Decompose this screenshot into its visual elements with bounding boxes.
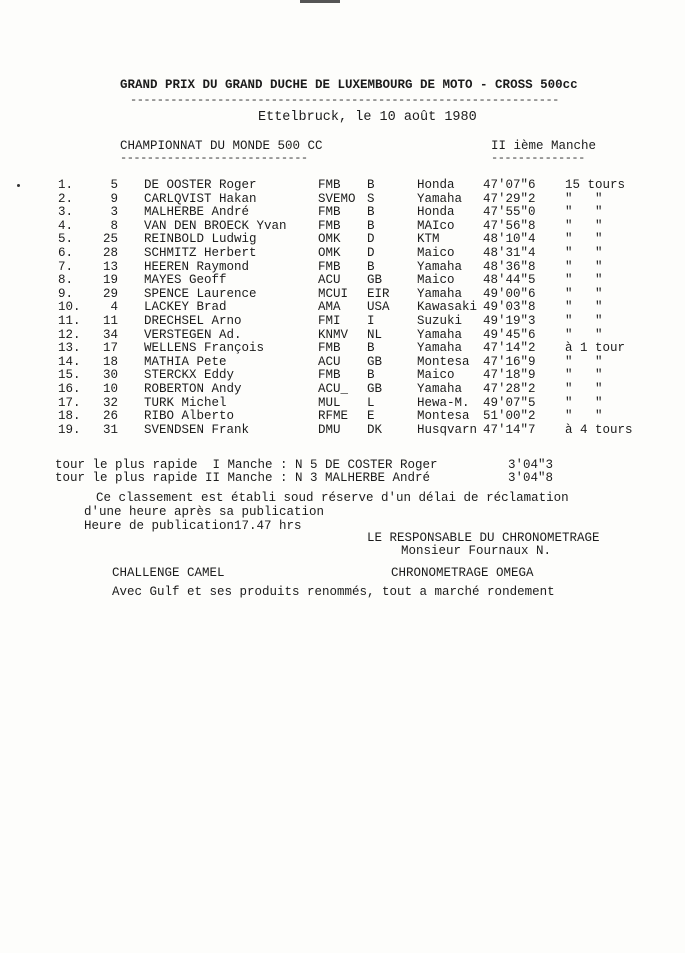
result-make: Yamaha — [417, 286, 463, 301]
fastest-lap-2-text: tour le plus rapide II Manche : N 3 MALHERBE André — [55, 471, 431, 485]
fastest-lap-1-text: tour le plus rapide I Manche : N 5 DE COSTER Roger — [55, 458, 438, 472]
result-rider: MAYES Geoff — [144, 273, 227, 288]
result-country: USA — [367, 300, 390, 315]
result-rider: SCHMITZ Herbert — [144, 246, 257, 260]
result-number: 3 — [110, 205, 118, 220]
result-number: 4 — [110, 300, 118, 315]
result-position: 6. — [58, 246, 74, 260]
result-make: Maico — [417, 273, 455, 288]
result-rider: STERCKX Eddy — [144, 368, 235, 383]
result-row — [0, 205, 685, 219]
result-row — [0, 341, 685, 355]
slogan: Avec Gulf et ses produits renommés, tout a marché rondement — [112, 585, 555, 599]
championship-title: CHAMPIONNAT DU MONDE 500 CC — [120, 139, 323, 153]
result-position: 10. — [58, 300, 81, 315]
result-make: Husqvarn — [417, 422, 478, 437]
result-note: " " — [565, 382, 603, 396]
result-make: Hewa-M. — [417, 395, 470, 410]
result-position: 19. — [58, 422, 81, 437]
result-make: Suzuki — [417, 314, 463, 328]
fastest-lap-1-time: 3'04"3 — [508, 458, 554, 472]
result-number: 25 — [102, 232, 118, 247]
result-rider: TURK Michel — [144, 395, 227, 410]
result-number: 30 — [102, 368, 118, 383]
result-country: D — [367, 246, 375, 260]
result-make: Montesa — [417, 409, 470, 424]
result-note: " " — [565, 218, 603, 233]
result-position: 14. — [58, 354, 81, 369]
result-number: 32 — [102, 395, 118, 410]
signature-title: LE RESPONSABLE DU CHRONOMETRAGE — [367, 531, 600, 545]
result-rider: CARLQVIST Hakan — [144, 191, 257, 206]
result-row — [0, 355, 685, 369]
result-country: B — [367, 178, 375, 192]
result-country: GB — [367, 273, 383, 288]
result-time: 47'18"9 — [483, 368, 536, 383]
result-number: 9 — [110, 191, 118, 206]
result-row — [0, 219, 685, 233]
result-time: 47'07"6 — [483, 178, 536, 192]
result-row — [0, 300, 685, 314]
result-note: " " — [565, 259, 603, 274]
result-number: 19 — [102, 273, 118, 288]
result-country: DK — [367, 422, 383, 437]
result-country: S — [367, 191, 375, 206]
result-federation: FMB — [318, 259, 341, 274]
result-federation: DMU — [318, 422, 341, 437]
result-make: Honda — [417, 205, 455, 220]
scan-mark — [300, 0, 340, 3]
result-row — [0, 396, 685, 410]
result-make: KTM — [417, 232, 440, 247]
result-row — [0, 260, 685, 274]
result-note: " " — [565, 205, 603, 220]
result-time: 48'44"5 — [483, 273, 536, 288]
result-country: E — [367, 409, 375, 424]
result-make: Honda — [417, 178, 455, 192]
result-note: " " — [565, 409, 603, 424]
result-rider: VERSTEGEN Ad. — [144, 327, 242, 342]
result-rider: HEEREN Raymond — [144, 259, 250, 274]
result-make: Yamaha — [417, 259, 463, 274]
result-rider: MALHERBE André — [144, 205, 250, 220]
result-time: 48'36"8 — [483, 259, 536, 274]
result-note: " " — [565, 395, 603, 410]
result-time: 49'03"8 — [483, 300, 536, 315]
result-row — [0, 423, 685, 437]
timing-label: CHRONOMETRAGE OMEGA — [391, 566, 534, 580]
result-federation: AMA — [318, 300, 341, 315]
result-federation: MUL — [318, 395, 341, 410]
result-row — [0, 287, 685, 301]
result-federation: MCUI — [318, 286, 349, 301]
result-country: L — [367, 395, 375, 410]
result-note: " " — [565, 368, 603, 383]
result-federation: FMB — [318, 205, 341, 220]
place-date: Ettelbruck, le 10 août 1980 — [258, 110, 477, 125]
result-country: EIR — [367, 286, 390, 301]
result-number: 17 — [102, 341, 118, 356]
result-position: 15. — [58, 368, 81, 383]
result-position: 5. — [58, 232, 74, 247]
result-rider: MATHIA Pete — [144, 354, 227, 369]
fastest-lap-1 — [55, 458, 438, 472]
result-position: 16. — [58, 382, 81, 396]
result-make: Yamaha — [417, 191, 463, 206]
result-number: 28 — [102, 246, 118, 260]
result-country: GB — [367, 354, 383, 369]
result-note: " " — [565, 191, 603, 206]
result-federation: RFME — [318, 409, 349, 424]
fastest-lap-2 — [55, 471, 430, 485]
result-rider: REINBOLD Ludwig — [144, 232, 257, 247]
result-time: 47'56"8 — [483, 218, 536, 233]
result-make: Maico — [417, 368, 455, 383]
result-row — [0, 368, 685, 382]
result-country: B — [367, 259, 375, 274]
result-note: 15 tours — [565, 178, 626, 192]
result-position: 4. — [58, 218, 74, 233]
result-make: Yamaha — [417, 327, 463, 342]
result-country: NL — [367, 327, 383, 342]
result-federation: FMI — [318, 314, 341, 328]
result-position: 9. — [58, 286, 74, 301]
championship-underline: ---------------------------- — [120, 151, 308, 165]
result-position: 11. — [58, 314, 81, 328]
result-rider: VAN DEN BROECK Yvan — [144, 218, 287, 233]
result-row — [0, 382, 685, 396]
result-row — [0, 328, 685, 342]
result-number: 5 — [110, 178, 118, 192]
result-time: 47'16"9 — [483, 354, 536, 369]
result-position: 7. — [58, 259, 74, 274]
challenge-label: CHALLENGE CAMEL — [112, 566, 225, 580]
result-rider: DE OOSTER Roger — [144, 178, 257, 192]
result-row — [0, 192, 685, 206]
result-note: " " — [565, 232, 603, 247]
result-number: 29 — [102, 286, 118, 301]
result-number: 34 — [102, 327, 118, 342]
result-country: B — [367, 341, 375, 356]
result-rider: DRECHSEL Arno — [144, 314, 242, 328]
result-row — [0, 314, 685, 328]
result-note: " " — [565, 246, 603, 260]
result-number: 26 — [102, 409, 118, 424]
result-row — [0, 409, 685, 423]
result-rider: LACKEY Brad — [144, 300, 227, 315]
result-position: 1. — [58, 178, 74, 192]
result-country: I — [367, 314, 375, 328]
result-number: 31 — [102, 422, 118, 437]
result-note: " " — [565, 327, 603, 342]
result-number: 8 — [110, 218, 118, 233]
title-underline: ---------------------------------------------------------------- — [130, 93, 559, 107]
result-position: 3. — [58, 205, 74, 220]
round-underline: -------------- — [491, 151, 585, 165]
result-federation: ACU — [318, 273, 341, 288]
result-position: 8. — [58, 273, 74, 288]
notice-line-1: Ce classement est établi soud réserve d'un délai de réclamation — [96, 491, 569, 505]
result-make: Montesa — [417, 354, 470, 369]
result-time: 47'14"2 — [483, 341, 536, 356]
result-note: " " — [565, 300, 603, 315]
result-note: à 1 tour — [565, 341, 626, 356]
result-time: 49'19"3 — [483, 314, 536, 328]
result-federation: SVEMO — [318, 191, 356, 206]
result-position: 17. — [58, 395, 81, 410]
result-rider: RIBO Alberto — [144, 409, 235, 424]
result-row — [0, 232, 685, 246]
result-country: GB — [367, 382, 383, 396]
result-country: B — [367, 218, 375, 233]
result-note: " " — [565, 286, 603, 301]
result-time: 47'55"0 — [483, 205, 536, 220]
result-rider: SPENCE Laurence — [144, 286, 257, 301]
result-federation: OMK — [318, 246, 341, 260]
result-time: 47'29"2 — [483, 191, 536, 206]
result-time: 49'07"5 — [483, 395, 536, 410]
result-country: B — [367, 205, 375, 220]
round-title: II ième Manche — [491, 139, 597, 153]
result-row — [0, 273, 685, 287]
result-federation: OMK — [318, 232, 341, 247]
result-make: Kawasaki — [417, 300, 478, 315]
result-country: B — [367, 368, 375, 383]
result-time: 49'45"6 — [483, 327, 536, 342]
result-rider: ROBERTON Andy — [144, 382, 242, 396]
result-make: MAIco — [417, 218, 455, 233]
result-federation: ACU — [318, 354, 341, 369]
notice-line-2: d'une heure après sa publication — [84, 505, 325, 519]
result-federation: KNMV — [318, 327, 349, 342]
result-number: 18 — [102, 354, 118, 369]
signature-name: Monsieur Fournaux N. — [401, 544, 552, 558]
result-note: " " — [565, 354, 603, 369]
fastest-lap-2-time: 3'04"8 — [508, 471, 554, 485]
result-rider: SVENDSEN Frank — [144, 422, 250, 437]
result-number: 13 — [102, 259, 118, 274]
result-make: Maico — [417, 246, 455, 260]
result-note: " " — [565, 273, 603, 288]
notice-line-3: Heure de publication17.47 hrs — [84, 519, 302, 533]
result-note: à 4 tours — [565, 422, 633, 437]
result-row — [0, 178, 685, 192]
result-time: 51'00"2 — [483, 409, 536, 424]
result-number: 11 — [102, 314, 118, 328]
result-position: 2. — [58, 191, 74, 206]
result-time: 49'00"6 — [483, 286, 536, 301]
result-make: Yamaha — [417, 341, 463, 356]
result-position: 13. — [58, 341, 81, 356]
result-note: " " — [565, 314, 603, 328]
result-rider: WELLENS François — [144, 341, 265, 356]
result-federation: FMB — [318, 341, 341, 356]
result-country: D — [367, 232, 375, 247]
result-federation: FMB — [318, 178, 341, 192]
result-row — [0, 246, 685, 260]
document-title: GRAND PRIX DU GRAND DUCHE DE LUXEMBOURG DE MOTO - CROSS 500cc — [120, 78, 578, 92]
result-position: 12. — [58, 327, 81, 342]
result-number: 10 — [102, 382, 118, 396]
result-time: 47'28"2 — [483, 382, 536, 396]
result-time: 47'14"7 — [483, 422, 536, 437]
result-federation: FMB — [318, 368, 341, 383]
result-time: 48'31"4 — [483, 246, 536, 260]
result-federation: FMB — [318, 218, 341, 233]
result-federation: ACU_ — [318, 382, 349, 396]
result-time: 48'10"4 — [483, 232, 536, 247]
result-position: 18. — [58, 409, 81, 424]
result-make: Yamaha — [417, 382, 463, 396]
